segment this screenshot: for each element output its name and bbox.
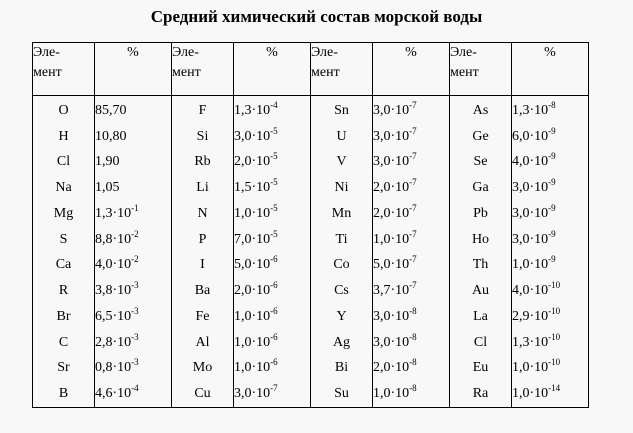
element-symbol: B [33, 381, 95, 407]
element-symbol: As [450, 96, 512, 124]
element-symbol: Ti [311, 227, 373, 253]
percent-exponent: -9 [548, 228, 556, 239]
element-symbol: O [33, 96, 95, 124]
percent-exponent: -5 [270, 228, 278, 239]
table-row [33, 96, 589, 124]
element-symbol: Mn [311, 201, 373, 227]
element-percent [234, 96, 311, 124]
element-percent [373, 381, 450, 407]
element-symbol: Ho [450, 227, 512, 253]
percent-exponent: -4 [270, 99, 278, 110]
element-symbol: I [172, 253, 234, 279]
element-percent [95, 124, 172, 150]
element-symbol: Na [33, 175, 95, 201]
percent-mantissa: 2,9·10 [512, 308, 549, 324]
percent-mantissa: 1,0·10 [234, 334, 271, 350]
element-percent [373, 355, 450, 381]
percent-exponent: -9 [548, 202, 556, 213]
element-symbol: Cu [172, 381, 234, 407]
element-symbol: Co [311, 253, 373, 279]
element-symbol: Cs [311, 278, 373, 304]
percent-mantissa: 1,3·10 [234, 102, 271, 118]
element-symbol: Si [172, 124, 234, 150]
percent-exponent: -6 [270, 280, 278, 291]
percent-mantissa: 1,0·10 [512, 386, 549, 402]
element-symbol: H [33, 124, 95, 150]
table-row [33, 304, 589, 330]
table-row [33, 355, 589, 381]
element-percent [373, 330, 450, 356]
element-symbol: Y [311, 304, 373, 330]
element-symbol: S [33, 227, 95, 253]
percent-exponent: -6 [270, 357, 278, 368]
element-percent [512, 381, 589, 407]
element-percent [95, 381, 172, 407]
element-symbol: Ga [450, 175, 512, 201]
percent-mantissa: 1,0·10 [373, 231, 410, 247]
percent-exponent: -10 [548, 331, 561, 342]
percent-mantissa: 0,8·10 [95, 360, 132, 376]
element-percent [373, 150, 450, 176]
element-symbol: Ag [311, 330, 373, 356]
element-symbol: Sr [33, 355, 95, 381]
element-percent [512, 253, 589, 279]
percent-exponent: -5 [270, 125, 278, 136]
percent-exponent: -7 [409, 280, 417, 291]
element-symbol: Ra [450, 381, 512, 407]
percent-mantissa: 1,0·10 [512, 360, 549, 376]
element-symbol: Rb [172, 150, 234, 176]
percent-mantissa: 10,80 [95, 128, 127, 144]
element-symbol: Mo [172, 355, 234, 381]
element-percent [373, 227, 450, 253]
percent-mantissa: 1,0·10 [234, 308, 271, 324]
percent-mantissa: 1,3·10 [512, 102, 549, 118]
percent-exponent: -7 [409, 254, 417, 265]
percent-exponent: -5 [270, 151, 278, 162]
element-percent [95, 175, 172, 201]
element-symbol: Ca [33, 253, 95, 279]
percent-mantissa: 3,0·10 [373, 102, 410, 118]
percent-mantissa: 6,5·10 [95, 308, 132, 324]
percent-mantissa: 1,3·10 [512, 334, 549, 350]
percent-exponent: -7 [409, 202, 417, 213]
element-percent [512, 175, 589, 201]
element-percent [512, 355, 589, 381]
element-percent [373, 278, 450, 304]
percent-mantissa: 3,0·10 [234, 128, 271, 144]
element-percent [373, 201, 450, 227]
element-symbol: Ge [450, 124, 512, 150]
element-percent [234, 253, 311, 279]
element-symbol: P [172, 227, 234, 253]
percent-mantissa: 2,0·10 [234, 154, 271, 170]
element-symbol: R [33, 278, 95, 304]
percent-exponent: -5 [270, 177, 278, 188]
element-percent [373, 253, 450, 279]
element-symbol: F [172, 96, 234, 124]
percent-exponent: -9 [548, 254, 556, 265]
table-row [33, 124, 589, 150]
element-symbol: Cl [33, 150, 95, 176]
element-header: Эле- мент [33, 43, 95, 96]
percent-mantissa: 3,0·10 [373, 154, 410, 170]
element-percent [512, 330, 589, 356]
percent-exponent: -8 [548, 99, 556, 110]
percent-mantissa: 3,0·10 [234, 386, 271, 402]
element-percent [234, 201, 311, 227]
element-percent [234, 227, 311, 253]
element-header: Эле- мент [311, 43, 373, 96]
percent-mantissa: 1,05 [95, 180, 120, 196]
percent-mantissa: 2,0·10 [234, 283, 271, 299]
element-symbol: Eu [450, 355, 512, 381]
percent-exponent: -7 [409, 125, 417, 136]
percent-exponent: -7 [409, 228, 417, 239]
percent-header: % [512, 43, 589, 96]
percent-header: % [234, 43, 311, 96]
percent-exponent: -6 [270, 254, 278, 265]
element-percent [95, 330, 172, 356]
percent-exponent: -3 [131, 331, 139, 342]
element-symbol: N [172, 201, 234, 227]
percent-exponent: -8 [409, 331, 417, 342]
percent-mantissa: 1,0·10 [234, 360, 271, 376]
element-percent [512, 278, 589, 304]
percent-mantissa: 2,0·10 [373, 180, 410, 196]
percent-exponent: -8 [409, 383, 417, 394]
percent-mantissa: 1,0·10 [373, 386, 410, 402]
percent-mantissa: 8,8·10 [95, 231, 132, 247]
element-percent [512, 227, 589, 253]
element-symbol: Au [450, 278, 512, 304]
element-header: Эле- мент [172, 43, 234, 96]
percent-mantissa: 3,0·10 [512, 205, 549, 221]
percent-exponent: -2 [131, 254, 139, 265]
element-percent [95, 253, 172, 279]
element-symbol: C [33, 330, 95, 356]
element-percent [234, 355, 311, 381]
percent-exponent: -1 [131, 202, 139, 213]
element-percent [95, 201, 172, 227]
element-percent [512, 201, 589, 227]
element-percent [95, 278, 172, 304]
percent-mantissa: 2,0·10 [373, 205, 410, 221]
percent-mantissa: 3,0·10 [373, 334, 410, 350]
element-percent [373, 304, 450, 330]
percent-mantissa: 6,0·10 [512, 128, 549, 144]
element-percent [234, 330, 311, 356]
percent-exponent: -2 [131, 228, 139, 239]
percent-mantissa: 2,8·10 [95, 334, 132, 350]
percent-mantissa: 3,0·10 [512, 180, 549, 196]
element-percent [95, 150, 172, 176]
percent-mantissa: 5,0·10 [373, 257, 410, 273]
percent-exponent: -7 [409, 151, 417, 162]
element-symbol: Sn [311, 96, 373, 124]
element-percent [234, 150, 311, 176]
element-percent [95, 304, 172, 330]
percent-mantissa: 3,7·10 [373, 283, 410, 299]
percent-mantissa: 1,90 [95, 154, 120, 170]
percent-header: % [95, 43, 172, 96]
percent-mantissa: 1,5·10 [234, 180, 271, 196]
element-percent [373, 124, 450, 150]
percent-exponent: -3 [131, 357, 139, 368]
element-symbol: Fe [172, 304, 234, 330]
percent-header: % [373, 43, 450, 96]
element-percent [234, 381, 311, 407]
element-percent [512, 304, 589, 330]
table-row [33, 227, 589, 253]
element-symbol: Se [450, 150, 512, 176]
table-row [33, 175, 589, 201]
percent-mantissa: 4,0·10 [512, 154, 549, 170]
percent-exponent: -3 [131, 280, 139, 291]
table-header-row [33, 43, 589, 96]
percent-mantissa: 1,3·10 [95, 205, 132, 221]
percent-exponent: -9 [548, 125, 556, 136]
element-percent [512, 96, 589, 124]
element-symbol: Ba [172, 278, 234, 304]
table-row [33, 150, 589, 176]
percent-mantissa: 1,0·10 [234, 205, 271, 221]
element-percent [234, 304, 311, 330]
element-percent [234, 278, 311, 304]
element-symbol: U [311, 124, 373, 150]
element-percent [95, 227, 172, 253]
percent-mantissa: 5,0·10 [234, 257, 271, 273]
element-percent [234, 175, 311, 201]
element-symbol: Al [172, 330, 234, 356]
percent-exponent: -10 [548, 280, 561, 291]
percent-mantissa: 3,0·10 [512, 231, 549, 247]
composition-table [32, 42, 589, 408]
percent-exponent: -6 [270, 305, 278, 316]
element-symbol: Pb [450, 201, 512, 227]
percent-exponent: -8 [409, 357, 417, 368]
element-symbol: La [450, 304, 512, 330]
percent-mantissa: 3,8·10 [95, 283, 132, 299]
element-symbol: V [311, 150, 373, 176]
percent-exponent: -14 [548, 383, 561, 394]
percent-exponent: -6 [270, 331, 278, 342]
element-percent [373, 175, 450, 201]
percent-mantissa: 4,6·10 [95, 386, 132, 402]
percent-mantissa: 4,0·10 [512, 283, 549, 299]
percent-mantissa: 3,0·10 [373, 308, 410, 324]
element-symbol: Ni [311, 175, 373, 201]
table-row [33, 381, 589, 407]
percent-exponent: -3 [131, 305, 139, 316]
element-header: Эле- мент [450, 43, 512, 96]
page-title: Средний химический состав морской воды [150, 7, 483, 26]
percent-exponent: -9 [548, 151, 556, 162]
element-symbol: Li [172, 175, 234, 201]
percent-mantissa: 1,0·10 [512, 257, 549, 273]
percent-mantissa: 3,0·10 [373, 128, 410, 144]
percent-exponent: -7 [409, 177, 417, 188]
element-symbol: Br [33, 304, 95, 330]
table-row [33, 201, 589, 227]
percent-exponent: -8 [409, 305, 417, 316]
element-percent [512, 150, 589, 176]
element-symbol: Bi [311, 355, 373, 381]
percent-exponent: -5 [270, 202, 278, 213]
percent-exponent: -10 [548, 305, 561, 316]
percent-exponent: -10 [548, 357, 561, 368]
element-symbol: Cl [450, 330, 512, 356]
element-percent [234, 124, 311, 150]
element-symbol: Th [450, 253, 512, 279]
table-row [33, 253, 589, 279]
table-row [33, 330, 589, 356]
element-percent [95, 96, 172, 124]
element-symbol: Mg [33, 201, 95, 227]
percent-mantissa: 7,0·10 [234, 231, 271, 247]
element-percent [95, 355, 172, 381]
element-percent [373, 96, 450, 124]
element-symbol: Su [311, 381, 373, 407]
percent-mantissa: 4,0·10 [95, 257, 132, 273]
element-percent [512, 124, 589, 150]
percent-mantissa: 85,70 [95, 102, 127, 118]
percent-mantissa: 2,0·10 [373, 360, 410, 376]
percent-exponent: -7 [409, 99, 417, 110]
table-row [33, 278, 589, 304]
percent-exponent: -7 [270, 383, 278, 394]
percent-exponent: -9 [548, 177, 556, 188]
percent-exponent: -4 [131, 383, 139, 394]
